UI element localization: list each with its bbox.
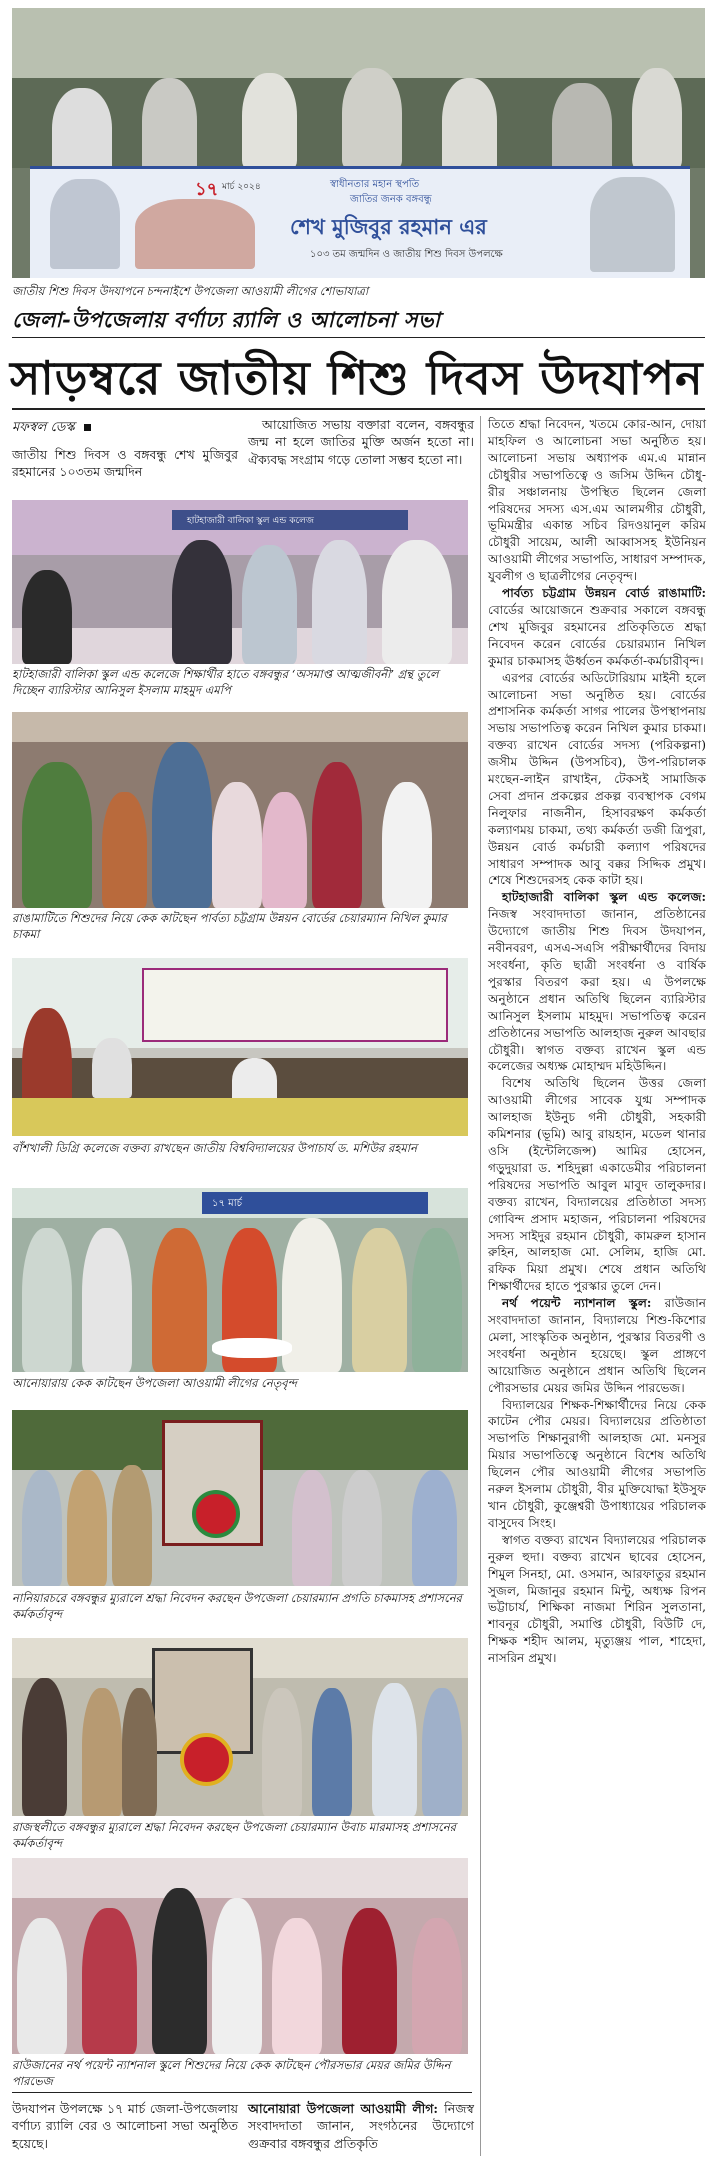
cake-icon — [212, 1338, 292, 1358]
banner-month: মার্চ ২০২৪ — [222, 182, 261, 192]
divider — [12, 408, 705, 410]
right-para-4: নিজস্ব সংবাদদাতা জানান, প্রতিষ্ঠানের উদ্যোগে জাতীয় শিশু দিবস উদযাপন, নবীনবরণ, এসএ-সএসি পরীক্ষার্থীদের বিদায় সংবর্ধনা, কৃতি ছাত্রী সংবর্ধনা ও বার্ষিক পুরস্কার বিতরণ করা হয়। এ উপলক্ষে অনুষ্ঠানে প্রধান অতিথি ছিলেন ব্যারিস্টার আনিসুল ইসলাম মাহমুদ। সভাপতিত্ব করেন প্রতিষ্ঠানের সভাপতি আলহাজ নুরুল আবছার চৌধুরী। স্বাগত বক্তব্য রাখেন স্কুল এন্ড কলেজের অধ্যক্ষ মোহাম্মদ মহিউদ্দিন। — [488, 907, 706, 1074]
right-heading-4: নর্থ পয়েন্ট ন্যাশনাল স্কুল: — [502, 1296, 652, 1311]
top-photo-caption: জাতীয় শিশু দিবস উদযাপনে চন্দনাইশে উপজেলা আওয়ামী লীগের শোভাযাত্রা — [12, 284, 369, 298]
right-para-8: স্বাগত বক্তব্য রাখেন বিদ্যালয়ের পরিচালক নুরুল হুদা। বক্তব্য রাখেন ছাবের হোসেন, শিমুল সিনহা, মো. ওসমান, আরফাতুর রহমান সুজল, মিজানুর রহমান মিন্টু, অধ্যক্ষ রিপন ভট্টাচার্য, শিক্ষিকা নাজমা শিরিন সুলতানা, শাবনূর চৌধুরী, সমাপ্তি চৌধুরী, বিউটি দে, শিক্ষক শহীদ আলম, মৃত্যুঞ্জয় পাল, শাহেদা, নাসরিন প্রমুখ। — [488, 1532, 706, 1666]
banner-text: ১৭ মার্চ — [212, 1198, 243, 1209]
banner-line1: স্বাধীনতার মহান স্থপতি — [330, 179, 420, 190]
anwara-paragraph: নিজস্ব সংবাদদাতা জানান, সংগঠনের উদ্যোগে গুক্রবার বঙ্গবন্ধুর প্রতিকৃতি — [248, 2101, 474, 2151]
intro-paragraph: জাতীয় শিশু দিবস ও বঙ্গবন্ধু শেখ মুজিবুর রহমানের ১০৩তম জন্মদিন — [12, 447, 238, 480]
banner-line3: ১০৩ তম জন্মদিন ও জাতীয় শিশু দিবস উপলক্ষে — [310, 249, 503, 260]
subheadline: জেলা-উপজেলায় বর্ণাঢ্য র‍্যালি ও আলোচনা সভা — [12, 307, 441, 332]
bottom-left-column — [12, 2100, 238, 2152]
bottom-left-paragraph: উদযাপন উপলক্ষে ১৭ মার্চ জেলা-উপজেলায় বর্ণাঢ্য র‍্যালি বের ও আলোচনা সভা অনুষ্ঠিত হয়েছে। — [12, 2101, 238, 2151]
caption-2: রাঙামাটিতে শিশুদের নিয়ে কেক কাটছেন পার্বত্য চট্টগ্রাম উন্নয়ন বোর্ডের চেয়ারম্যান নিখিল কুমার চাকমা — [12, 911, 447, 941]
caption-7: রাউজানের নর্থ পয়েন্ট ন্যাশনাল স্কুলে শিশুদের নিয়ে কেক কাটছেন পৌরসভার মেয়র জমির উদ্দিন পারভেজ — [12, 2058, 451, 2088]
square-icon — [84, 424, 91, 431]
banner-date: ১৭ — [195, 179, 219, 200]
right-para-2: বোর্ডের আয়োজনে শুক্রবার সকালে বঙ্গবন্ধু শেখ মুজিবুর রহমানের প্রতিকৃতিতে শ্রদ্ধা নিবেদন করেন বোর্ডের চেয়ারম্যান নিখিল কুমার চাকমাসহ ঊর্ধ্বতন কর্মকর্তা-কর্মচারীবৃন্দ। — [488, 602, 706, 668]
col2-paragraph: আয়োজিত সভায় বক্তারা বলেন, বঙ্গবন্ধুর জন্ম না হলে জাতির মুক্তি অর্জন হতো না। ঐক্যবদ্ধ সংগ্রাম গড়ে তোলা সম্ভব হতো না। — [248, 417, 474, 467]
photo-hathazari-book — [12, 500, 468, 664]
right-para-6: রাউজান সংবাদদাতা জানান, বিদ্যালয়ে শিশু-কিশোর মেলা, সাংস্কৃতিক অনুষ্ঠান, পুরস্কার বিতরণী ও সংবর্ধনা অনুষ্ঠান হয়েছে। স্কুল প্রাঙ্গণে আয়োজিত অনুষ্ঠানে প্রধান অতিথি ছিলেন পৌরসভার মেয়র জমির উদ্দিন পারভেজ। — [488, 1296, 707, 1395]
photo-anwara-cake — [12, 1188, 468, 1372]
right-para-5: বিশেষ অতিথি ছিলেন উত্তর জেলা আওয়ামী লীগের সাবেক যুগ্ম সম্পাদক আলহাজ ইউনুচ গনী চৌধুরী, সহকারী কমিশনার (ভূমি) আবু রায়হান, মডেল থানার ওসি (ইন্টেলিজেন্স) আমির হোসেন, গড়ুদুয়ারা ড. শহিদুল্লা একাডেমীর পরিচালনা পরিষদের সভাপতি আবুল মাবুদ তালুকদার। বক্তব্য রাখেন, বিদ্যালয়ের প্রতিষ্ঠাতা সদস্য গোবিন্দ প্রসাদ মহাজন, পরিচালনা পরিষদের সদস্য সাইদুর রহমান চৌধুরী, কামরুল হাসান রুহিন, আলহাজ মো. সেলিম, হাজি মো. রফিক মিয়া প্রমুখ। শেষে প্রধান অতিথি শিক্ষার্থীদের হাতে পুরস্কার তুলে দেন। — [488, 1076, 706, 1294]
photo-rangamati-cake — [12, 712, 468, 908]
bottom-mid-column — [248, 2100, 474, 2152]
anwara-heading: আনোয়ারা উপজেলা আওয়ামী লীগ: — [248, 2101, 439, 2116]
caption-4: আনোয়ারায় কেক কাটছেন উপজেলা আওয়ামী লীগের নেতৃবৃন্দ — [12, 1376, 297, 1390]
wreath-icon — [192, 1490, 240, 1538]
portrait-icon — [590, 177, 675, 272]
rally-banner — [30, 166, 690, 278]
right-para-7: বিদ্যালয়ের শিক্ষক-শিক্ষার্থীদের নিয়ে কেক কাটেন পৌর মেয়র। বিদ্যালয়ের প্রতিষ্ঠাতা সভাপতি শিক্ষানুরাগী আলহাজ মো. মনসুর মিয়ার সভাপতিত্বে অনুষ্ঠানে বিশেষ অতিথি ছিলেন পৌর আওয়ামী লীগের সভাপতি নরুল ইসলাম চৌধুরী, বীর মুক্তিযোদ্ধা ইউসুফ খান চৌধুরী, কুঞ্জেশ্বরী উপাধ্যায়ের পরিচালক বাসুদেব সিংহ। — [488, 1397, 706, 1530]
caption-1: হাটহাজারী বালিকা স্কুল এন্ড কলেজে শিক্ষার্থীর হাতে বঙ্গবন্ধুর ‘অসমাপ্ত আত্মজীবনী’ গ্রন্থ তুলে দিচ্ছেন ব্যারিস্টার আনিসুল ইসলাম মাহমুদ এমপি — [12, 667, 439, 697]
photo-rajasthali-mural — [12, 1638, 468, 1816]
right-para-1: তিতে শ্রদ্ধা নিবেদন, খতমে কোর-আন, দোয়া মাহফিল ও আলোচনা সভা অনুষ্ঠিত হয়। আলোচনা সভায় অধ্যাপক এম.এ মান্নান চৌধুরীর সভাপতিত্বে ও জসিম উদ্দিন চৌধু-রীর সঞ্চালনায় উপস্থিত ছিলেন জেলা পরিষদের সদস্য এস.এম আলমগীর চৌধুরী, ভূমিমন্ত্রীর একান্ত সচিব রিদওয়ানুল করিম চৌধুরী সায়েম, আলী আব্বাসসহ ইউনিয়ন আওয়ামী লীগের সভাপতি, সাধারণ সম্পাদক, যুবলীগ ও ছাত্রলীগের নেতৃবৃন্দ। — [488, 417, 706, 584]
portrait-icon — [50, 179, 120, 269]
banner-line2: জাতির জনক বঙ্গবন্ধু — [350, 194, 432, 205]
caption-3: বাঁশখালী ডিগ্রি কলেজে বক্তব্য রাখছেন জাতীয় বিশ্ববিদ্যালয়ের উপাচার্য ড. মশিউর রহমান — [12, 1141, 417, 1155]
photo-banshkhali-speech — [12, 958, 468, 1136]
photo-raozan-cake — [12, 1858, 468, 2054]
right-heading-2: পার্বত্য চট্টগ্রাম উন্নয়ন বোর্ড রাঙামাটি: — [502, 586, 706, 601]
portrait-icon — [135, 199, 255, 269]
right-heading-3: হাটহাজারী বালিকা স্কুল এন্ড কলেজ: — [502, 890, 706, 905]
caption-5: নানিয়ারচরে বঙ্গবন্ধুর ম্যুরালে শ্রদ্ধা নিবেদন করছেন উপজেলা চেয়ারম্যান প্রগতি চাকমাসহ প্রশাসনের কর্মকর্তাবৃন্দ — [12, 1591, 462, 1621]
right-column — [488, 416, 706, 1667]
divider — [12, 2092, 472, 2093]
rally-photo — [12, 8, 705, 278]
intro-column — [12, 446, 238, 481]
divider — [12, 337, 705, 338]
desk-text: মফস্বল ডেস্ক — [12, 420, 75, 435]
right-para-3: এরপর বোর্ডের অডিটোরিয়াম মাইনী হলে আলোচনা সভা অনুষ্ঠিত হয়। বোর্ডের প্রশাসনিক কর্মকর্তা সাগর পালের উপস্থাপনায় সভায় সভাপতিত্ব করেন নিখিল কুমার চাকমা। বক্তব্য রাখেন বোর্ডের সদস্য (পরিকল্পনা) জসীম উদ্দিন (উপসচিব), উপ-পরিচালক মংছেন-লাইন রাখাইন, টেকসই সামাজিক সেবা প্রদান প্রকল্পের প্রকল্প ব্যবস্থাপক বেগম নিলুফার নাজনীন, হিসাবরক্ষণ কর্মকর্তা কল্যাণময় চাকমা, তথ্য কর্মকর্তা ডজী ত্রিপুরা, উন্নয়ন বোর্ড কর্মচারী কল্যাণ পরিষদের সাধারণ সম্পাদক আবু বক্কর সিদ্দিক প্রমুখ। শেষে শিশুদেরসহ কেক কাটা হয়। — [488, 670, 706, 888]
wreath-icon — [180, 1733, 233, 1786]
caption-6: রাজস্থলীতে বঙ্গবন্ধুর ম্যুরালে শ্রদ্ধা নিবেদন করছেন উপজেলা চেয়ারম্যান উবাচ মারমাসহ প্রশাসনের কর্মকর্তাবৃন্দ — [12, 1820, 456, 1850]
banner-text: হাটহাজারী বালিকা স্কুল এন্ড কলেজ — [187, 516, 314, 526]
column-two-top — [248, 416, 474, 468]
photo-naniarchar-mural — [12, 1410, 468, 1586]
column-divider — [480, 416, 481, 2156]
headline: সাড়ম্বরে জাতীয় শিশু দিবস উদযাপন — [10, 351, 704, 405]
banner-name: শেখ মুজিবুর রহমান এর — [290, 215, 487, 239]
desk-label — [12, 418, 91, 439]
